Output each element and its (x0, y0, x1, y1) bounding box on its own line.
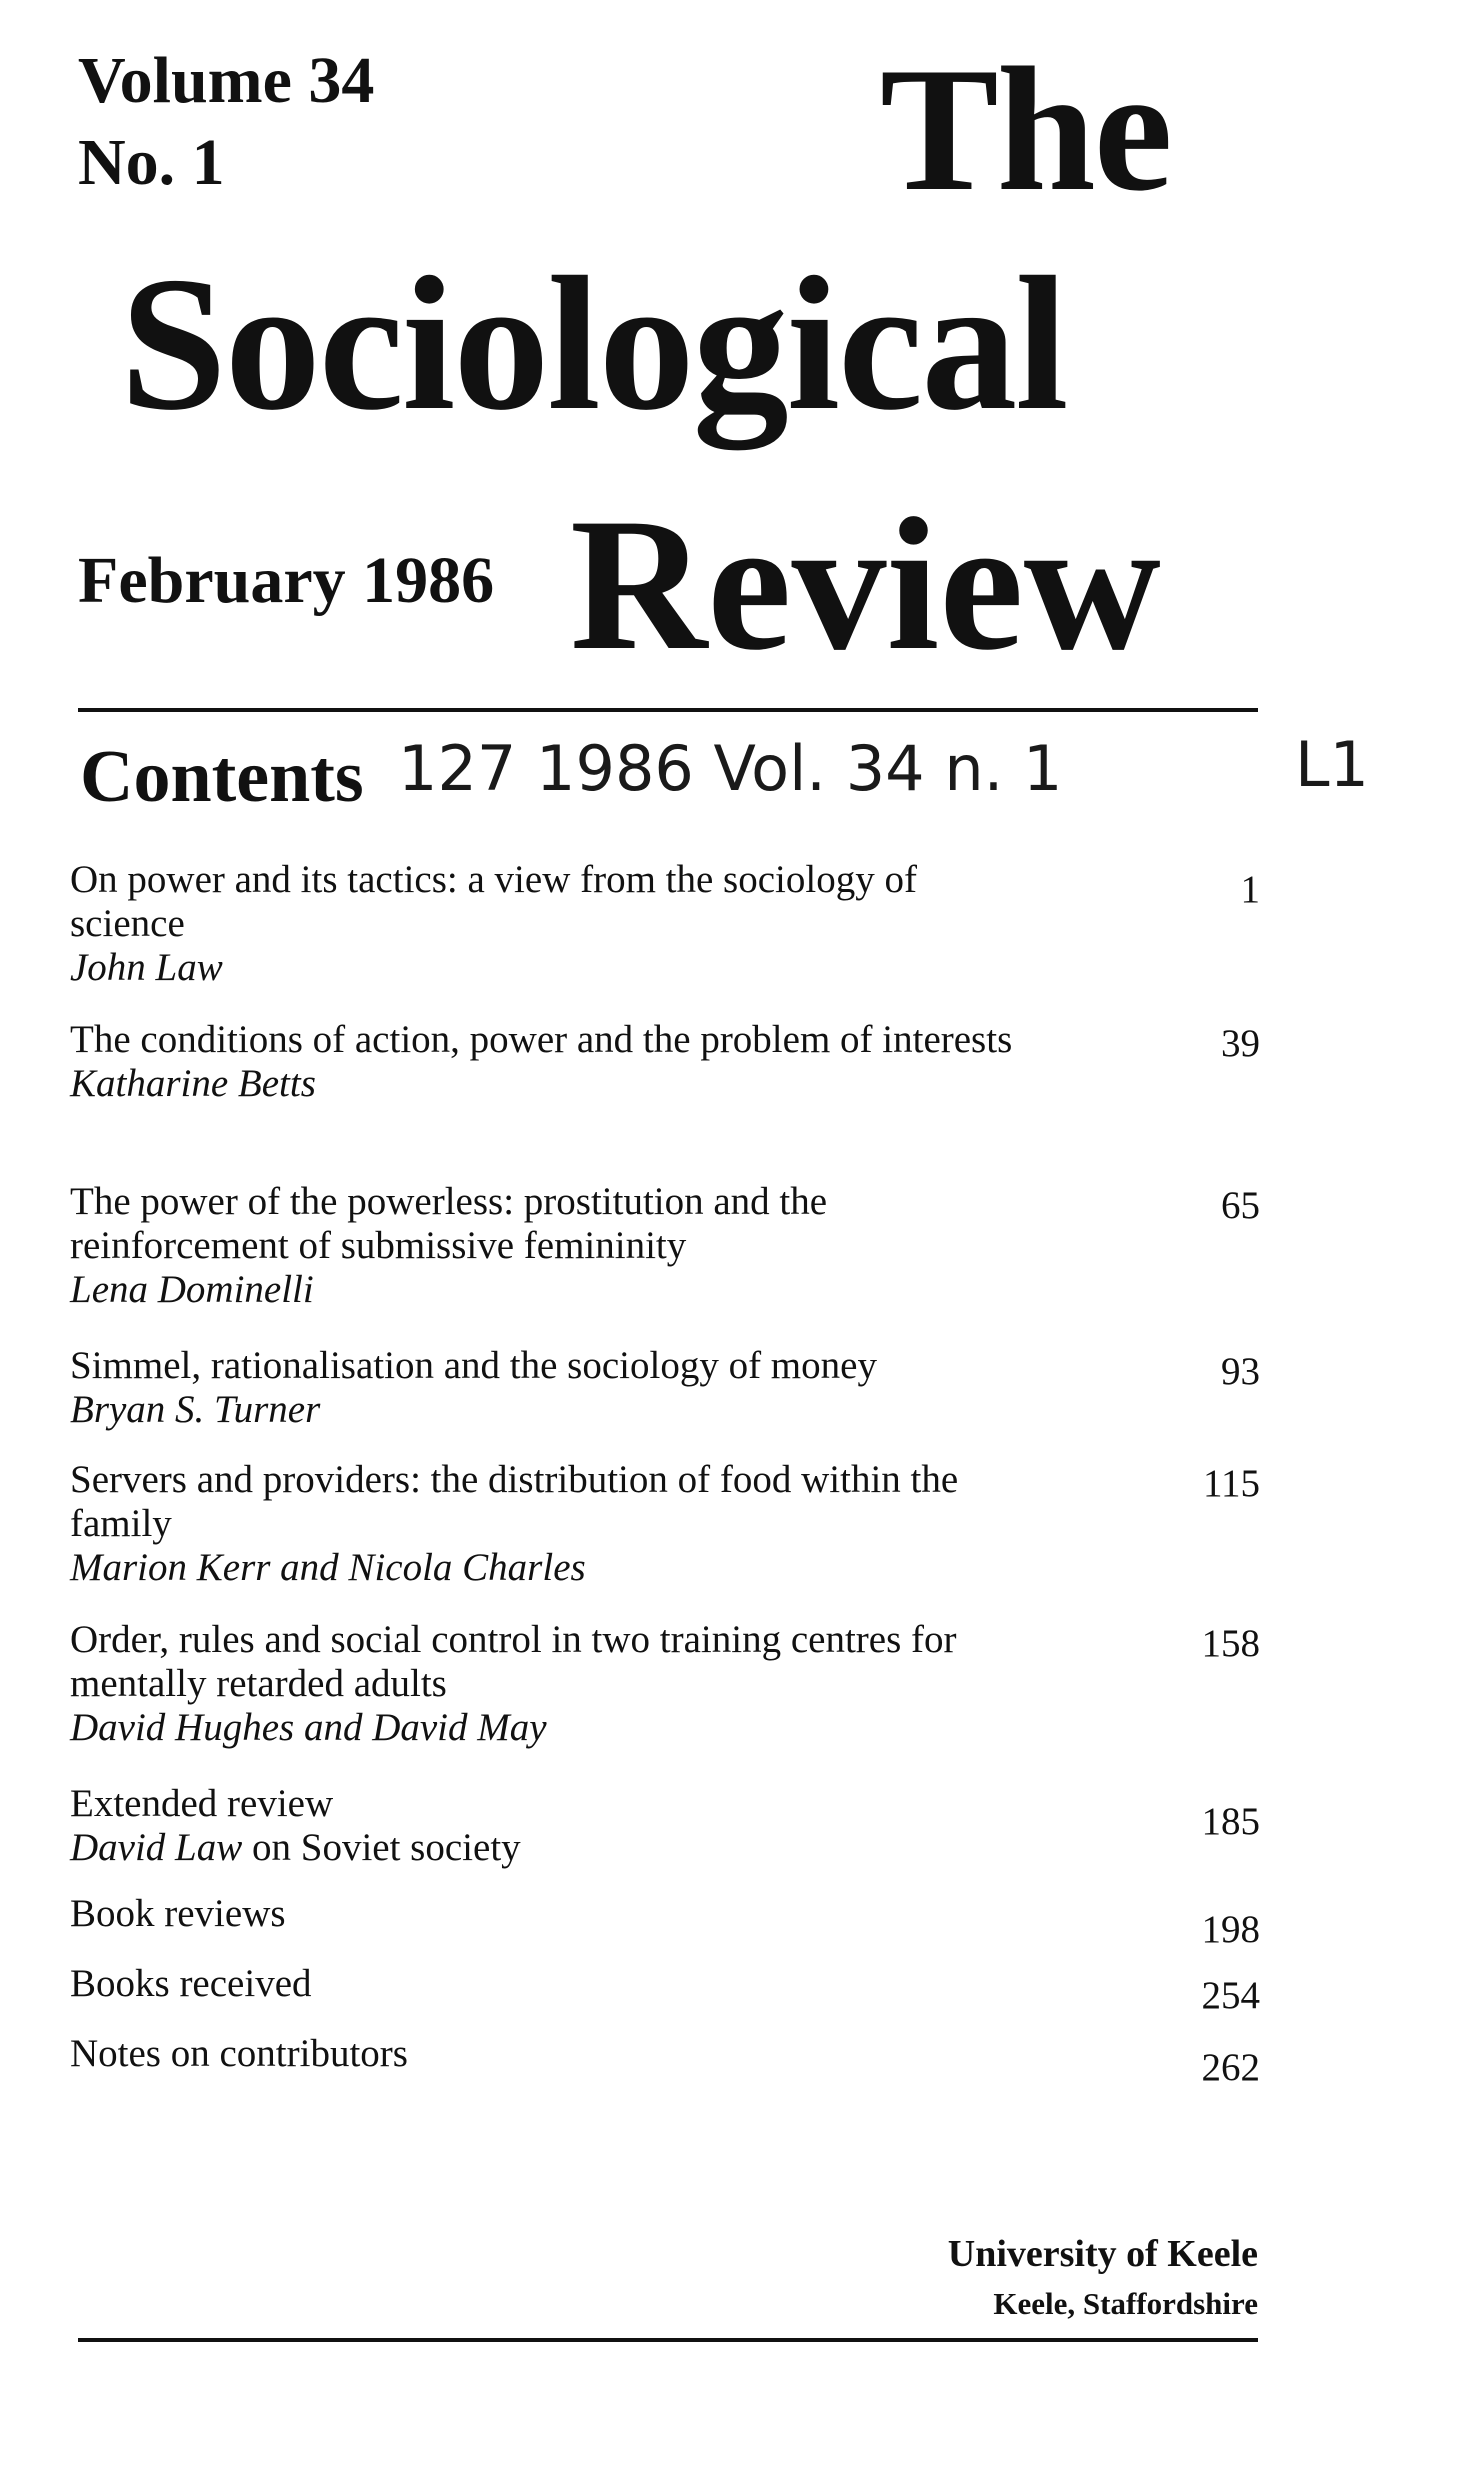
entry-page: 254 (1201, 1974, 1260, 2017)
entry-page: 39 (1221, 1022, 1260, 1065)
toc-entry (70, 1892, 1070, 1936)
entry-title: Servers and providers: the distribution of food within the family (70, 1458, 959, 1545)
entry-author: John Law (70, 946, 223, 989)
issue-number: No. 1 (78, 126, 225, 199)
entry-author-line (70, 1826, 1070, 1870)
entry-author: Bryan S. Turner (70, 1388, 321, 1431)
toc-entry (70, 1458, 1070, 1590)
entry-author: David Hughes and David May (70, 1706, 547, 1749)
entry-author: Lena Dominelli (70, 1268, 314, 1311)
entry-page: 115 (1202, 1462, 1260, 1505)
handwritten-code: L1 (1295, 728, 1369, 801)
entry-author: David Law (70, 1826, 243, 1869)
toc-entry (70, 1180, 1070, 1312)
publisher-location: Keele, Staffordshire (993, 2286, 1258, 2321)
bottom-divider (78, 2338, 1258, 2342)
journal-title-review: Review (570, 480, 1161, 690)
entry-title: The power of the powerless: prostitution and the reinforcement of submissive femininity (70, 1180, 828, 1267)
toc-entry (70, 1018, 1070, 1106)
entry-title: Book reviews (70, 1892, 286, 1935)
volume-label: Volume 34 (78, 44, 375, 117)
entry-title: The conditions of action, power and the problem of interests (70, 1018, 1013, 1061)
entry-page: 158 (1201, 1622, 1260, 1665)
contents-heading: Contents (80, 736, 364, 818)
entry-title: Books received (70, 1962, 312, 2005)
top-divider (78, 708, 1258, 712)
entry-page: 185 (1201, 1800, 1260, 1843)
toc-entry (70, 1618, 1070, 1750)
issue-date: February 1986 (78, 544, 495, 617)
entry-title: Notes on contributors (70, 2032, 408, 2075)
publisher-name: University of Keele (947, 2233, 1258, 2275)
entry-page: 262 (1201, 2046, 1260, 2089)
entry-title: Simmel, rationalisation and the sociology of money (70, 1344, 877, 1387)
entry-page: 93 (1221, 1350, 1260, 1393)
toc-entry (70, 1782, 1070, 1870)
entry-page: 1 (1240, 868, 1260, 911)
entry-author: Marion Kerr and Nicola Charles (70, 1546, 586, 1589)
toc-entry (70, 858, 1070, 990)
journal-title-sociological: Sociological (120, 237, 1067, 450)
entry-title: On power and its tactics: a view from the sociology of science (70, 858, 917, 945)
entry-title: Extended review (70, 1782, 334, 1825)
entry-page: 65 (1221, 1184, 1260, 1227)
entry-page: 198 (1201, 1908, 1260, 1951)
toc-entry (70, 1962, 1070, 2006)
entry-author-suffix: on Soviet society (242, 1826, 521, 1869)
toc-entry (70, 2032, 1070, 2076)
journal-title-the: The (880, 30, 1171, 228)
entry-title: Order, rules and social control in two training centres for mentally retarded adults (70, 1618, 957, 1705)
handwritten-note: 127 1986 Vol. 34 n. 1 (398, 732, 1063, 805)
toc-entry (70, 1344, 1070, 1432)
entry-author: Katharine Betts (70, 1062, 316, 1105)
